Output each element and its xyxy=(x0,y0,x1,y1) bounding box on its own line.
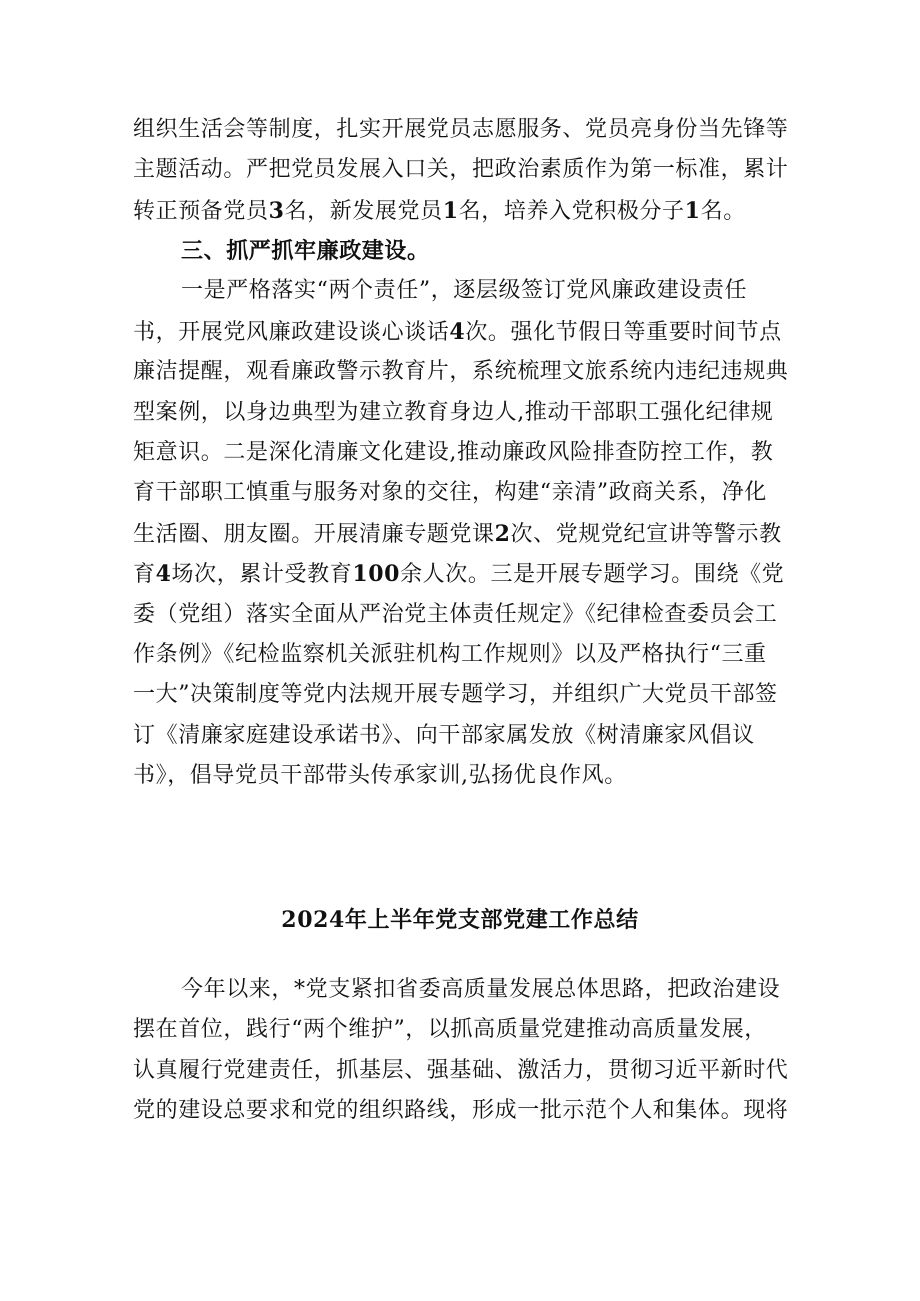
paragraph-line: 一是严格落实“两个责任”，逐层级签订党风廉政建设责任 xyxy=(181,278,748,304)
paragraph-line: 生活圈、朋友圈。开展清廉专题党课2次、党规党纪宣讲等警示教 xyxy=(133,520,782,547)
paragraph-line: 作条例》《纪检监察机关派驻机构工作规则》以及严格执行“三重 xyxy=(133,641,767,667)
paragraph-line: 组织生活会等制度，扎实开展党员志愿服务、党员亮身份当先锋等 xyxy=(133,117,789,142)
paragraph-line: 认真履行党建责任，抓基层、强基础、激活力，贯彻习近平新时代 xyxy=(133,1057,789,1083)
paragraph-line: 今年以来，*党支紧扣省委高质量发展总体思路，把政治建设 xyxy=(181,977,781,1002)
document-two-intro xyxy=(133,970,793,1132)
section-three xyxy=(133,231,793,796)
paragraph-line: 委（党组）落实全面从严治党主体责任规定》《纪律检查委员会工 xyxy=(133,601,778,627)
paragraph-line: 型案例，以身边典型为建立教育身边人,推动干部职工强化纪律规 xyxy=(133,399,774,425)
paragraph-line: 廉洁提醒，观看廉政警示教育片，系统梳理文旅系统内违纪违规典 xyxy=(133,359,789,385)
section-one-tail xyxy=(133,110,793,231)
paragraph-line: 主题活动。严把党员发展入口关，把政治素质作为第一标准，累计 xyxy=(133,157,789,183)
document-title: 2024年上半年党支部党建工作总结 xyxy=(281,907,639,933)
paragraph-line: 育干部职工慎重与服务对象的交往，构建“亲清”政商关系，净化 xyxy=(133,480,767,506)
paragraph-line: 育4场次，累计受教育100余人次。三是开展专题学习。围绕《党 xyxy=(133,561,785,588)
paragraph-line: 书，开展党风廉政建设谈心谈话4次。强化节假日等重要时间节点 xyxy=(133,318,782,345)
paragraph-line: 转正预备党员3名，新发展党员1名，培养入党积极分子1名。 xyxy=(133,197,746,224)
paragraph-line: 订《清廉家庭建设承诺书》、向干部家属发放《树清廉家风倡议 xyxy=(133,722,755,748)
paragraph-line: 书》，倡导党员干部带头传承家训,弘扬优良作风。 xyxy=(133,763,627,789)
paragraph-line: 矩意识。二是深化清廉文化建设,推动廉政风险排查防控工作，教 xyxy=(133,439,774,465)
paragraph-line: 一大”决策制度等党内法规开展专题学习，并组织广大党员干部签 xyxy=(133,682,778,708)
section-heading: 三、抓严抓牢廉政建设。 xyxy=(181,238,430,264)
paragraph-line: 摆在首位，践行“两个维护”，以抓高质量党建推动高质量发展， xyxy=(133,1017,767,1043)
paragraph-line: 党的建设总要求和党的组织路线，形成一批示范个人和集体。现将 xyxy=(133,1098,789,1124)
